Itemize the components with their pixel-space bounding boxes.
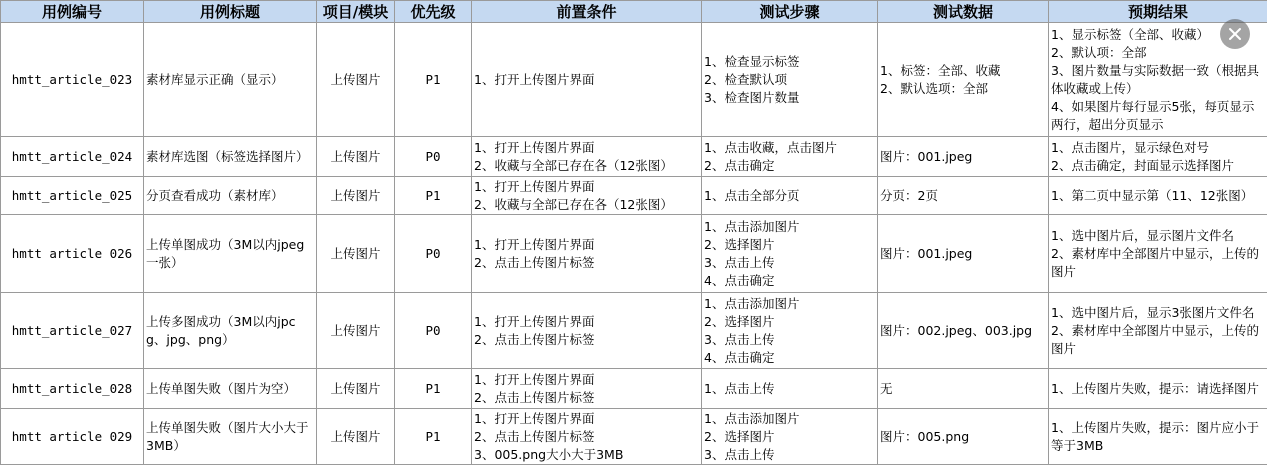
cell-expected[interactable]: 1、上传图片失败，提示：请选择图片 (1049, 369, 1267, 409)
cell-test-data[interactable]: 无 (878, 369, 1049, 409)
header-module[interactable]: 项目/模块 (317, 1, 395, 23)
cell-steps[interactable]: 1、点击全部分页 (702, 177, 878, 215)
cell-test-data[interactable]: 图片：001.jpeg (878, 137, 1049, 177)
cell-module[interactable]: 上传图片 (317, 409, 395, 465)
header-steps[interactable]: 测试步骤 (702, 1, 878, 23)
table-row (1, 215, 1267, 293)
cell-module[interactable]: 上传图片 (317, 177, 395, 215)
cell-precondition[interactable]: 1、打开上传图片界面 2、点击上传图片标签 (472, 215, 702, 293)
cell-precondition[interactable]: 1、打开上传图片界面 2、点击上传图片标签 (472, 369, 702, 409)
cell-priority[interactable]: P0 (395, 215, 472, 293)
cell-module[interactable]: 上传图片 (317, 293, 395, 369)
table-row (1, 23, 1267, 137)
header-case-id[interactable]: 用例编号 (1, 1, 144, 23)
cell-case-id[interactable]: hmtt article 026 (1, 215, 144, 293)
table-row (1, 137, 1267, 177)
cell-expected[interactable]: 1、显示标签（全部、收藏） 2、默认项：全部 3、图片数量与实际数据一致（根据具体收藏或上传） 4、如果图片每行显示5张，每页显示两行，超出分页显示 (1049, 23, 1267, 137)
cell-module[interactable]: 上传图片 (317, 215, 395, 293)
header-precondition[interactable]: 前置条件 (472, 1, 702, 23)
table-row (1, 409, 1267, 465)
cell-expected[interactable]: 1、选中图片后，显示图片文件名 2、素材库中全部图片中显示，上传的图片 (1049, 215, 1267, 293)
close-button[interactable] (1220, 19, 1250, 49)
cell-priority[interactable]: P1 (395, 369, 472, 409)
cell-test-data[interactable]: 图片：001.jpeg (878, 215, 1049, 293)
cell-priority[interactable]: P0 (395, 137, 472, 177)
cell-case-title[interactable]: 上传多图成功（3M以内jpcg、jpg、png） (144, 293, 317, 369)
cell-precondition[interactable]: 1、打开上传图片界面 (472, 23, 702, 137)
cell-case-title[interactable]: 上传单图失败（图片为空） (144, 369, 317, 409)
cell-case-id[interactable]: hmtt_article_027 (1, 293, 144, 369)
cell-priority[interactable]: P1 (395, 23, 472, 137)
cell-expected[interactable]: 1、选中图片后，显示3张图片文件名 2、素材库中全部图片中显示，上传的图片 (1049, 293, 1267, 369)
cell-precondition[interactable]: 1、打开上传图片界面 2、点击上传图片标签 (472, 293, 702, 369)
header-priority[interactable]: 优先级 (395, 1, 472, 23)
cell-steps[interactable]: 1、点击添加图片 2、选择图片 3、点击上传 (702, 409, 878, 465)
cell-case-id[interactable]: hmtt_article_028 (1, 369, 144, 409)
cell-case-title[interactable]: 上传单图失败（图片大小大于3MB） (144, 409, 317, 465)
table-row (1, 369, 1267, 409)
header-test-data[interactable]: 测试数据 (878, 1, 1049, 23)
cell-case-title[interactable]: 素材库选图（标签选择图片） (144, 137, 317, 177)
cell-expected[interactable]: 1、第二页中显示第（11、12张图） (1049, 177, 1267, 215)
cell-case-title[interactable]: 素材库显示正确（显示） (144, 23, 317, 137)
close-icon (1228, 27, 1242, 41)
cell-expected[interactable]: 1、上传图片失败，提示：图片应小于等于3MB (1049, 409, 1267, 465)
table-row (1, 177, 1267, 215)
table-row (1, 293, 1267, 369)
cell-case-title[interactable]: 分页查看成功（素材库） (144, 177, 317, 215)
cell-steps[interactable]: 1、点击添加图片 2、选择图片 3、点击上传 4、点击确定 (702, 293, 878, 369)
header-case-title[interactable]: 用例标题 (144, 1, 317, 23)
header-row (1, 1, 1267, 23)
cell-test-data[interactable]: 图片：005.png (878, 409, 1049, 465)
header-expected[interactable]: 预期结果 (1049, 1, 1267, 23)
cell-module[interactable]: 上传图片 (317, 137, 395, 177)
cell-steps[interactable]: 1、点击收藏，点击图片 2、点击确定 (702, 137, 878, 177)
cell-case-title[interactable]: 上传单图成功（3M以内jpeg一张） (144, 215, 317, 293)
cell-precondition[interactable]: 1、打开上传图片界面 2、收藏与全部已存在各（12张图） (472, 177, 702, 215)
cell-precondition[interactable]: 1、打开上传图片界面 2、点击上传图片标签 3、005.png大小大于3MB (472, 409, 702, 465)
cell-test-data[interactable]: 1、标签：全部、收藏 2、默认选项：全部 (878, 23, 1049, 137)
cell-priority[interactable]: P1 (395, 177, 472, 215)
cell-case-id[interactable]: hmtt_article_023 (1, 23, 144, 137)
cell-case-id[interactable]: hmtt article 029 (1, 409, 144, 465)
cell-precondition[interactable]: 1、打开上传图片界面 2、收藏与全部已存在各（12张图） (472, 137, 702, 177)
cell-module[interactable]: 上传图片 (317, 369, 395, 409)
cell-module[interactable]: 上传图片 (317, 23, 395, 137)
cell-steps[interactable]: 1、点击上传 (702, 369, 878, 409)
cell-priority[interactable]: P1 (395, 409, 472, 465)
cell-steps[interactable]: 1、点击添加图片 2、选择图片 3、点击上传 4、点击确定 (702, 215, 878, 293)
cell-case-id[interactable]: hmtt_article_025 (1, 177, 144, 215)
cell-priority[interactable]: P0 (395, 293, 472, 369)
cell-steps[interactable]: 1、检查显示标签 2、检查默认项 3、检查图片数量 (702, 23, 878, 137)
cell-test-data[interactable]: 分页：2页 (878, 177, 1049, 215)
cell-case-id[interactable]: hmtt_article_024 (1, 137, 144, 177)
cell-expected[interactable]: 1、点击图片，显示绿色对号 2、点击确定，封面显示选择图片 (1049, 137, 1267, 177)
cell-test-data[interactable]: 图片：002.jpeg、003.jpg (878, 293, 1049, 369)
